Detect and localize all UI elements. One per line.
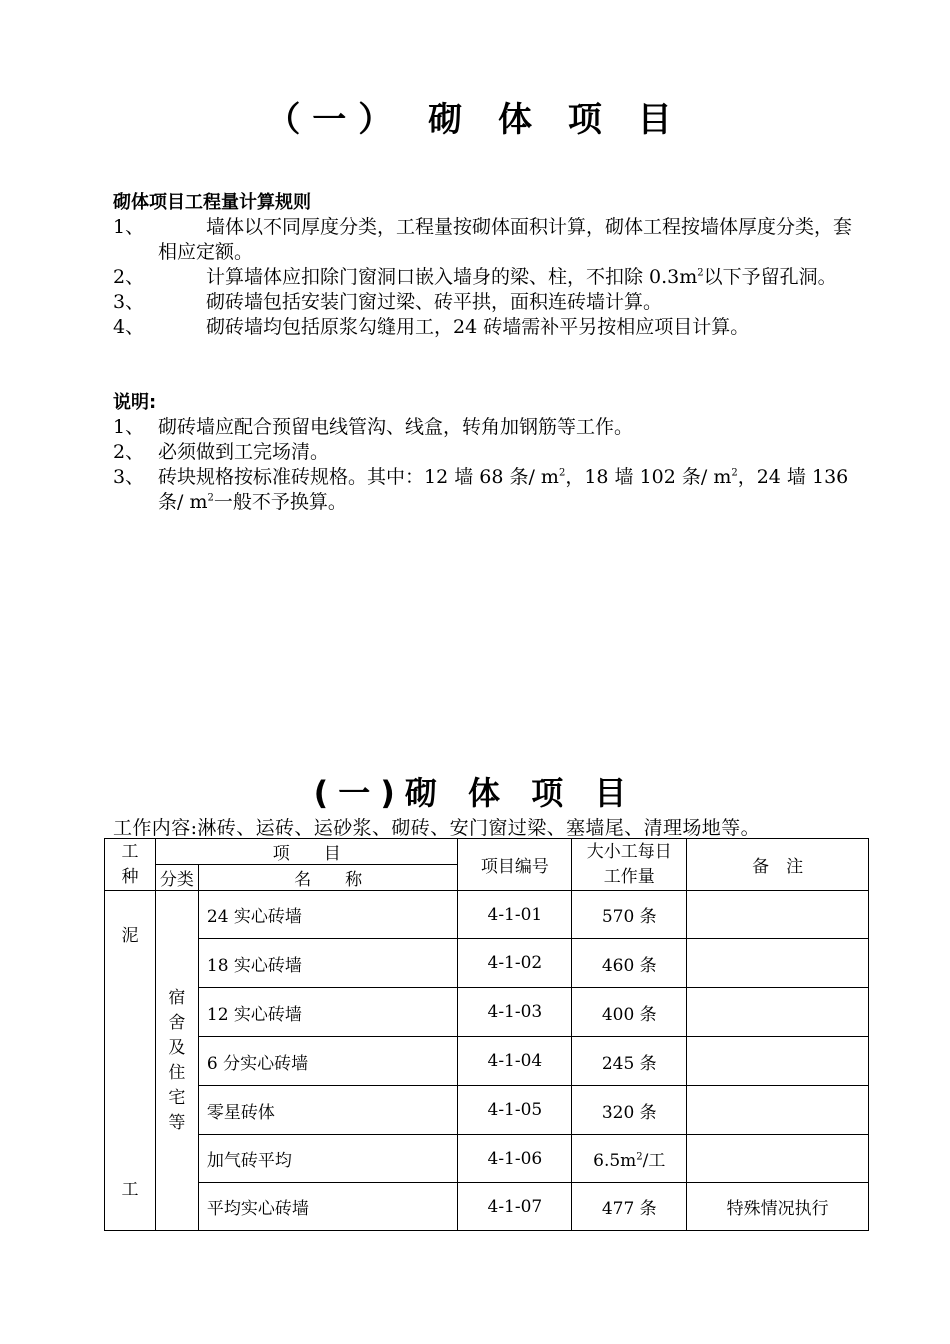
header-code: 项目编号 — [458, 839, 572, 891]
table-row — [105, 1086, 869, 1135]
note-item-1 — [113, 415, 863, 440]
table-row — [105, 988, 869, 1037]
header-item: 项 目 — [155, 839, 458, 865]
rule-text: 砌砖墙包括安装门窗过梁、砖平拱，面积连砖墙计算。 — [206, 291, 663, 313]
header-category: 分类 — [155, 865, 198, 891]
row-code: 4-1-07 — [458, 1183, 572, 1231]
row-name: 6 分实心砖墙 — [198, 1037, 458, 1086]
row-name: 加气砖平均 — [198, 1135, 458, 1183]
row-code: 4-1-01 — [458, 891, 572, 939]
row-name: 24 实心砖墙 — [198, 891, 458, 939]
header-daily: 大小工每日工作量 — [572, 839, 687, 891]
row-name: 12 实心砖墙 — [198, 988, 458, 1037]
rule-text: 砌砖墙均包括原浆勾缝用工，24 砖墙需补平另按相应项目计算。 — [206, 316, 750, 338]
header-remark: 备 注 — [687, 839, 869, 891]
work-content: 工作内容:淋砖、运砖、运砂浆、砌砖、安门窗过梁、塞墙尾、清理场地等。 — [113, 817, 761, 839]
table-row — [105, 1037, 869, 1086]
note-text: 砖块规格按标准砖规格。其中：12 墙 68 条/ $m^2$，18 墙 102 条/ $m^2$，24 墙 136 条/ $m^2$一般不予换算。 — [158, 466, 849, 513]
note-number: 3、 — [113, 466, 145, 488]
note-text: 必须做到工完场清。 — [158, 441, 330, 463]
rule-item-2 — [113, 265, 863, 290]
row-remark — [687, 891, 869, 939]
table-row — [105, 891, 869, 939]
row-code: 4-1-02 — [458, 939, 572, 988]
rule-item-4 — [113, 315, 863, 340]
note-item-3 — [113, 465, 863, 515]
row-remark — [687, 1037, 869, 1086]
note-number: 1、 — [113, 416, 145, 438]
row-daily: 245 条 — [572, 1037, 687, 1086]
row-daily: 570 条 — [572, 891, 687, 939]
table-row — [105, 1183, 869, 1231]
table-title: (一)砌 体 项 目 — [313, 774, 637, 812]
row-code: 4-1-03 — [458, 988, 572, 1037]
row-name: 平均实心砖墙 — [198, 1183, 458, 1231]
table-row — [105, 939, 869, 988]
worker-type-cell: 泥 工 — [105, 891, 156, 1231]
note-item-2 — [113, 440, 863, 465]
page-title: （一） 砌 体 项 目 — [266, 100, 684, 140]
table-row — [105, 1135, 869, 1183]
row-daily: 460 条 — [572, 939, 687, 988]
header-worker-type: 工种 — [105, 839, 156, 891]
row-code: 4-1-06 — [458, 1135, 572, 1183]
note-text: 砌砖墙应配合预留电线管沟、线盒，转角加钢筋等工作。 — [158, 416, 634, 438]
rule-text: 墙体以不同厚度分类，工程量按砌体面积计算，砌体工程按墙体厚度分类，套相应定额。 — [158, 216, 853, 263]
row-daily: 400 条 — [572, 988, 687, 1037]
row-remark — [687, 1135, 869, 1183]
notes-section — [113, 390, 863, 515]
header-row — [105, 839, 869, 865]
row-remark — [687, 939, 869, 988]
rule-item-3 — [113, 290, 863, 315]
row-remark — [687, 1086, 869, 1135]
row-code: 4-1-04 — [458, 1037, 572, 1086]
row-daily: 477 条 — [572, 1183, 687, 1231]
rule-number: 1、 — [113, 216, 145, 238]
note-number: 2、 — [113, 441, 145, 463]
notes-heading: 说明: — [113, 392, 157, 413]
rule-item-1 — [113, 215, 863, 265]
header-name: 名 称 — [198, 865, 458, 891]
rule-number: 2、 — [113, 266, 145, 288]
rule-text: 计算墙体应扣除门窗洞口嵌入墙身的梁、柱，不扣除 $0.3m^2$以下予留孔洞。 — [206, 266, 837, 288]
row-remark — [687, 988, 869, 1037]
row-name: 零星砖体 — [198, 1086, 458, 1135]
row-remark: 特殊情况执行 — [687, 1183, 869, 1231]
rule-number: 3、 — [113, 291, 145, 313]
row-name: 18 实心砖墙 — [198, 939, 458, 988]
quota-table — [104, 838, 869, 1231]
rule-number: 4、 — [113, 316, 145, 338]
row-daily: 320 条 — [572, 1086, 687, 1135]
row-daily: $6.5m^2/$工 — [572, 1135, 687, 1183]
row-code: 4-1-05 — [458, 1086, 572, 1135]
rules-heading: 砌体项目工程量计算规则 — [113, 192, 311, 213]
rules-section — [113, 190, 863, 340]
category-cell: 宿舍及住宅等 — [155, 891, 198, 1231]
